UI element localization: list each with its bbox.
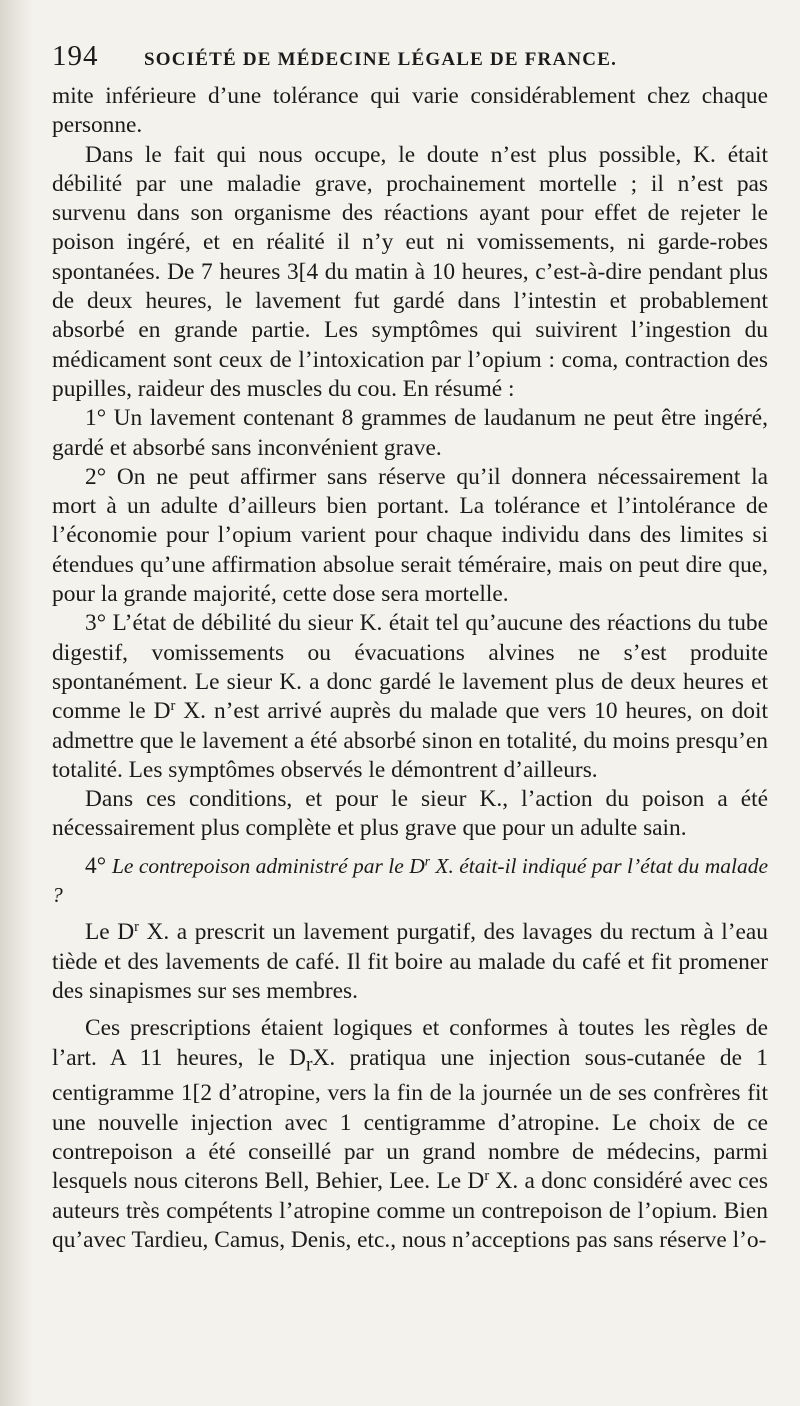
- running-title: SOCIÉTÉ DE MÉDECINE LÉGALE DE FRANCE.: [144, 49, 618, 70]
- paragraph-text: Dans ces conditions, et pour le sieur K., l’action du poison a été nécessairement plus complète et plus grave que pour un adulte sain.: [52, 786, 768, 842]
- paragraph-text: X. pratiqua une injection sous-cutanée de 1 centigramme 1[2 d’atropine, vers la fin de la journée un de ses confrères fit une nouvelle injection avec 1 centigramme d’atropine. Le choix de ce contrepoison a été conseillé par un grand nombre de médecins, parmi lesquels nous citerons Bell, Behier, Lee. Le D: [52, 1044, 768, 1195]
- superscript: r: [170, 698, 176, 715]
- paragraph-text: X. a prescrit un lavement purgatif, des lavages du rectum à l’eau tiède et des lavements de café. Il fit boire au malade du café et fit promener des sinapismes sur ses membres.: [52, 919, 768, 1004]
- paragraph-text: Dans le fait qui nous occupe, le doute n’est plus possible, K. était débilité par une maladie grave, prochainement mortelle ; il n’est pas survenu dans son organisme des réactions ayant pour effet de rejeter le poison ingéré, et en réalité il n’y eut ni vomissements, ni garde-robes spontanées. De 7 heures 3[4 du matin à 10 heures, c’est-à-dire pendant plus de deux heures, le lavement fut gardé dans l’intestin et probablement absorbé en grande partie. Les symptômes qui suivirent l’ingestion du médicament sont ceux de l’intoxication par l’opium : coma, contraction des pupilles, raideur des muscles du cou. En résumé :: [52, 141, 768, 402]
- subscript: r: [305, 1054, 313, 1076]
- question-text-part: Le contrepoison administré par le D: [111, 853, 425, 878]
- running-head: [52, 40, 768, 78]
- question-text: [52, 854, 768, 907]
- paragraph-text: mite inférieure d’une tolérance qui varie considérablement chez chaque personne.: [52, 83, 768, 139]
- paragraph: [52, 1014, 768, 1255]
- question-text-part: X. était-il indiqué par l’état du malade ?: [52, 853, 768, 908]
- numbered-conclusion-1: [52, 404, 768, 463]
- superscript: r: [134, 919, 139, 936]
- paragraph: [52, 785, 768, 844]
- paragraph-text: Le D: [85, 919, 135, 946]
- superscript: r: [424, 853, 430, 869]
- paragraph: [52, 82, 768, 141]
- paragraph: [52, 918, 768, 1006]
- page-number: 194: [52, 40, 99, 72]
- numbered-conclusion-3: [52, 609, 768, 785]
- paragraph-text: X. a donc considéré avec ces auteurs très compétents l’atropine comme un contrepoison de l’opium. Bien qu’avec Tardieu, Camus, Denis, etc., nous n’acceptions pas sans réserve l’o-: [52, 1168, 768, 1253]
- numbered-conclusion-2: [52, 463, 768, 609]
- paragraph-text: X. n’est arrivé auprès du malade que vers 10 heures, on doit admettre que le lavement a été absorbé sinon en totalité, du moins presqu’en totalité. Les symptômes observés le démontrent d’ailleurs.: [52, 698, 768, 783]
- paragraph-text: 1° Un lavement contenant 8 grammes de laudanum ne peut être ingéré, gardé et absorbé sans inconvénient grave.: [52, 405, 768, 461]
- dr-abbrev: D: [153, 698, 171, 725]
- paragraph: [52, 141, 768, 405]
- question-number: 4°: [85, 852, 107, 879]
- section-question-4: [52, 852, 768, 911]
- scan-gutter-shadow: [0, 0, 34, 1406]
- paragraph-text: 2° On ne peut affirmer sans réserve qu’il donnera nécessairement la mort à un adulte d’ailleurs bien portant. La tolérance et l’intolérance de l’économie pour l’opium varient pour chaque individu dans des limites si étendues qu’une affirmation absolue serait téméraire, mais on peut dire que, pour la grande majorité, cette dose sera mortelle.: [52, 463, 768, 608]
- superscript: r: [484, 1168, 490, 1185]
- paragraph-text: 3° L’état de débilité du sieur K. était tel qu’aucune des réactions du tube digestif, vomissements ou évacuations alvines ne s’est produite spontanément. Le sieur K. a donc gardé le lavement plus de deux heures et comme le: [52, 610, 768, 725]
- body-text: [52, 82, 768, 1255]
- paragraph-text: Ces prescriptions étaient logiques et conformes à toutes les règles de l’art. A 11 heures, le D: [52, 1015, 768, 1071]
- book-page: [52, 40, 768, 1255]
